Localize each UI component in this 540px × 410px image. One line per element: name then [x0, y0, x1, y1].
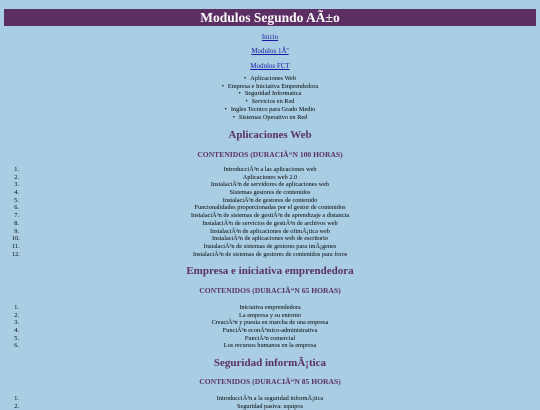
list-item: 1. IntroducciÃ³n a las aplicaciones web: [14, 166, 317, 173]
list-item: 3. CreaciÃ³n y puesta en marcha de una empresa: [14, 319, 329, 327]
list-item: 1. Iniciativa emprendedora: [14, 304, 301, 311]
module-item: • Ingles Tecnico para Grado Medio: [0, 106, 540, 114]
module-item: • Seguridad Informatica: [0, 90, 540, 98]
module-item: • Servicios en Red: [0, 98, 540, 106]
link-modulos-1[interactable]: Modulos 1Âº: [251, 47, 289, 55]
page-title: Modulos Segundo AÃ±o: [4, 9, 536, 26]
section-title-seguridad: Seguridad informÃ¡tica: [213, 357, 327, 369]
contents-list: [0, 304, 540, 350]
section-subtitle: CONTENIDOS (DURACIÃ“N 85 HORAS): [199, 377, 341, 386]
list-item: 4. FunciÃ³n econÃ³mico-administrativa: [14, 327, 318, 335]
list-item: 6. Funcionalidades proporcionadas por el gestor de contenidos: [14, 204, 346, 212]
link-modulos-fct[interactable]: Modulos FCT: [250, 62, 290, 70]
section-subtitle: CONTENIDOS (DURACIÃ“N 65 HORAS): [199, 286, 341, 295]
list-item: 5. InstalaciÃ³n de gestores de contenido: [14, 196, 318, 204]
list-item: 9. InstalaciÃ³n de aplicaciones de ofimÃ¡tica web: [14, 227, 330, 235]
list-item: 2. Aplicaciones web 2.0: [14, 173, 298, 181]
list-item: 4. Sistemas gestores de contenidos: [14, 189, 311, 197]
list-item: 6. Los recursos humanos en la empresa: [14, 342, 317, 350]
list-item: 11. InstalaciÃ³n de sistemas de gestores para imÃ¡genes: [12, 242, 337, 250]
list-item: 5. FunciÃ³n comercial: [14, 334, 296, 342]
list-item: 12. InstalaciÃ³n de sistemas de gestores de contenidos para foros: [12, 250, 348, 258]
contents-list: [0, 395, 540, 410]
module-list: [0, 75, 540, 121]
list-item: 2. Seguridad pasiva: equipos: [14, 402, 304, 410]
link-inicio[interactable]: Inicio: [261, 33, 279, 41]
list-item: 3. InstalaciÃ³n de servidores de aplicaciones web: [14, 181, 330, 189]
list-item: 2. La empresa y su entorno: [14, 311, 301, 319]
list-item: 7. InstalaciÃ³n de sistemas de gestiÃ³n de aprendizaje a distancia: [14, 212, 350, 220]
contents-list: [0, 166, 540, 258]
section-title-empresa: Empresa e iniciativa emprendedora: [186, 265, 354, 277]
section-title-aplicaciones-web: Aplicaciones Web: [228, 129, 312, 141]
list-item: 1. IntroducciÃ³n a la seguridad informÃ¡tica: [14, 395, 324, 402]
module-item: • Sistemas Operativo en Red: [0, 114, 540, 122]
module-item: • Empresa e Iniciativa Emprendedora: [0, 83, 540, 91]
list-item: 10. InstalaciÃ³n de aplicaciones web de escritorio: [12, 235, 329, 243]
section-subtitle: CONTENIDOS (DURACIÃ“N 100 HORAS): [197, 150, 343, 159]
module-item: • Aplicaciones Web: [0, 75, 540, 83]
list-item: 8. InstalaciÃ³n de servicios de gestiÃ³n de archivos web: [14, 219, 338, 227]
